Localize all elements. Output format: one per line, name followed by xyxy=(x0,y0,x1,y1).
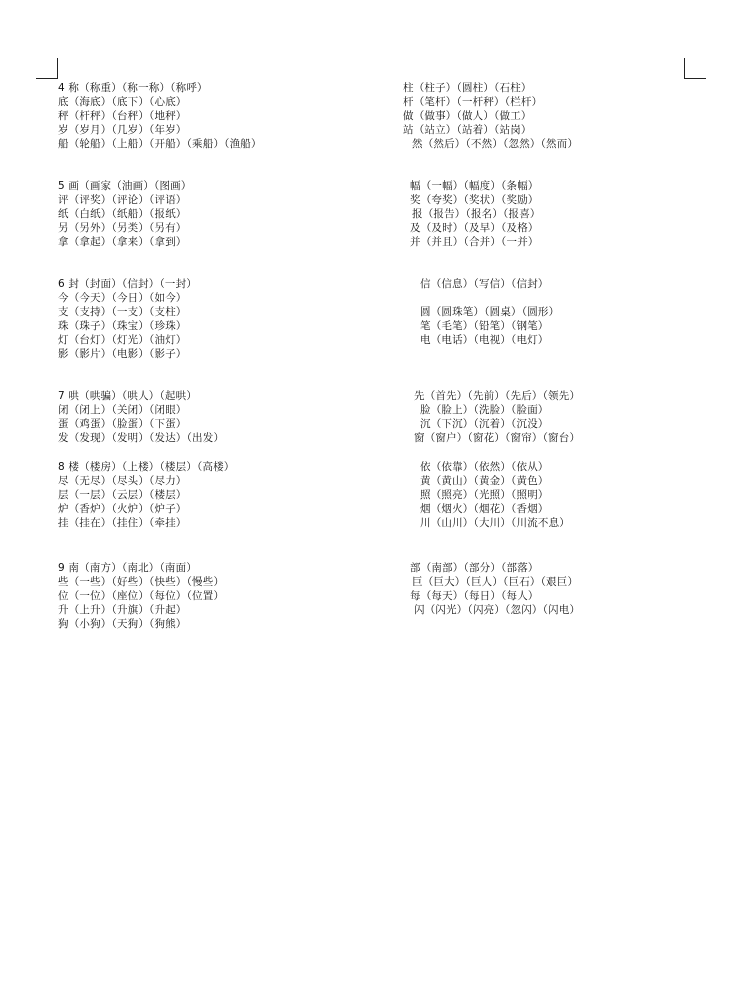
right-line: 站（站立）（站着）（站岗） xyxy=(403,124,532,136)
crop-mark-right-vertical xyxy=(684,58,685,79)
right-line: 黄（黄山）（黄金）（黄色） xyxy=(420,475,549,487)
left-line: 8 楼（楼房）（上楼）（楼层）（高楼） xyxy=(58,461,235,473)
left-line: 岁（岁月）（几岁）（年岁） xyxy=(58,124,187,136)
right-line: 幅（一幅）（幅度）（条幅） xyxy=(410,180,539,192)
crop-mark-left-horizontal xyxy=(36,78,58,79)
left-line: 今（今天）（今日）（如今） xyxy=(58,292,187,304)
right-line: 柱（柱子）（圆柱）（石柱） xyxy=(403,82,532,94)
left-line: 7 哄（哄骗）（哄人）（起哄） xyxy=(58,390,198,402)
left-line: 层（一层）（云层）（楼层） xyxy=(58,489,187,501)
left-line: 评（评奖）（评论）（评语） xyxy=(58,194,187,206)
right-line: 依（依靠）（依然）（依从） xyxy=(420,461,549,473)
left-line: 些（一些）（好些）（快些）（慢些） xyxy=(58,576,225,588)
right-line: 窗（窗户）（窗花）（窗帘）（窗台） xyxy=(414,432,581,444)
left-line: 影（影片）（电影）（影子） xyxy=(58,348,187,360)
left-line: 闭（闭上）（关闭）（闭眼） xyxy=(58,404,187,416)
right-line: 报（报告）（报名）（报喜） xyxy=(412,208,541,220)
left-line: 升（上升）（升旗）（升起） xyxy=(58,604,187,616)
right-line: 闪（闪光）（闪亮）（忽闪）（闪电） xyxy=(414,604,581,616)
left-line: 4 称（称重）（称一称）（称呼） xyxy=(58,82,208,94)
right-line: 然（然后）（不然）（忽然）（然而） xyxy=(412,138,579,150)
left-line: 挂（挂在）（挂住）（牵挂） xyxy=(58,517,187,529)
right-line: 圆（圆珠笔）（圆桌）（圆形） xyxy=(420,306,560,318)
left-line: 9 南（南方）（南北）（南面） xyxy=(58,562,198,574)
right-line: 川（山川）（大川）（川流不息） xyxy=(420,517,570,529)
left-line: 另（另外）（另类）（另有） xyxy=(58,222,187,234)
left-line: 纸（白纸）（纸船）（报纸） xyxy=(58,208,187,220)
right-line: 笔（毛笔）（铅笔）（钢笔） xyxy=(420,320,549,332)
left-line: 拿（拿起）（拿来）（拿到） xyxy=(58,236,187,248)
right-line: 杆（笔杆）（一杆秤）（栏杆） xyxy=(403,96,543,108)
left-line: 灯（台灯）（灯光）（油灯） xyxy=(58,334,187,346)
right-line: 电（电话）（电视）（电灯） xyxy=(420,334,549,346)
left-line: 狗（小狗）（天狗）（狗熊） xyxy=(58,618,187,630)
left-line: 支（支持）（一支）（支柱） xyxy=(58,306,187,318)
left-line: 位（一位）（座位）（每位）（位置） xyxy=(58,590,225,602)
left-line: 秤（杆秤）（台秤）（地秤） xyxy=(58,110,187,122)
right-line: 先（首先）（先前）（先后）（领先） xyxy=(414,390,581,402)
right-line: 每（每天）（每日）（每人） xyxy=(410,590,539,602)
right-line: 部（南部）（部分）（部落） xyxy=(410,562,539,574)
crop-mark-left-vertical xyxy=(57,58,58,79)
right-line: 沉（下沉）（沉着）（沉没） xyxy=(420,418,549,430)
left-line: 发（发现）（发明）（发达）（出发） xyxy=(58,432,225,444)
left-line: 5 画（画家（油画）（图画） xyxy=(58,180,192,192)
left-line: 6 封（封面）（信封）（一封） xyxy=(58,278,198,290)
right-line: 烟（烟火）（烟花）（香烟） xyxy=(420,503,549,515)
left-line: 炉（香炉）（火炉）（炉子） xyxy=(58,503,187,515)
right-line: 及（及时）（及早）（及格） xyxy=(410,222,539,234)
left-line: 蛋（鸡蛋）（脸蛋）（下蛋） xyxy=(58,418,187,430)
right-line: 并（并且）（合并）（一并） xyxy=(410,236,539,248)
right-line: 做（做事）（做人）（做工） xyxy=(403,110,532,122)
left-line: 尽（无尽）（尽头）（尽力） xyxy=(58,475,187,487)
right-line: 信（信息）（写信）（信封） xyxy=(420,278,549,290)
left-line: 珠（珠子）（珠宝）（珍珠） xyxy=(58,320,187,332)
crop-mark-right-horizontal xyxy=(684,78,706,79)
right-line: 脸（脸上）（洗脸）（脸面） xyxy=(420,404,549,416)
right-line: 奖（夸奖）（奖状）（奖励） xyxy=(410,194,539,206)
right-line: 照（照亮）（光照）（照明） xyxy=(420,489,549,501)
left-line: 底（海底）（底下）（心底） xyxy=(58,96,187,108)
left-line: 船（轮船）（上船）（开船）（乘船）（渔船） xyxy=(58,138,262,150)
right-line: 巨（巨大）（巨人）（巨石）（艰巨） xyxy=(412,576,579,588)
